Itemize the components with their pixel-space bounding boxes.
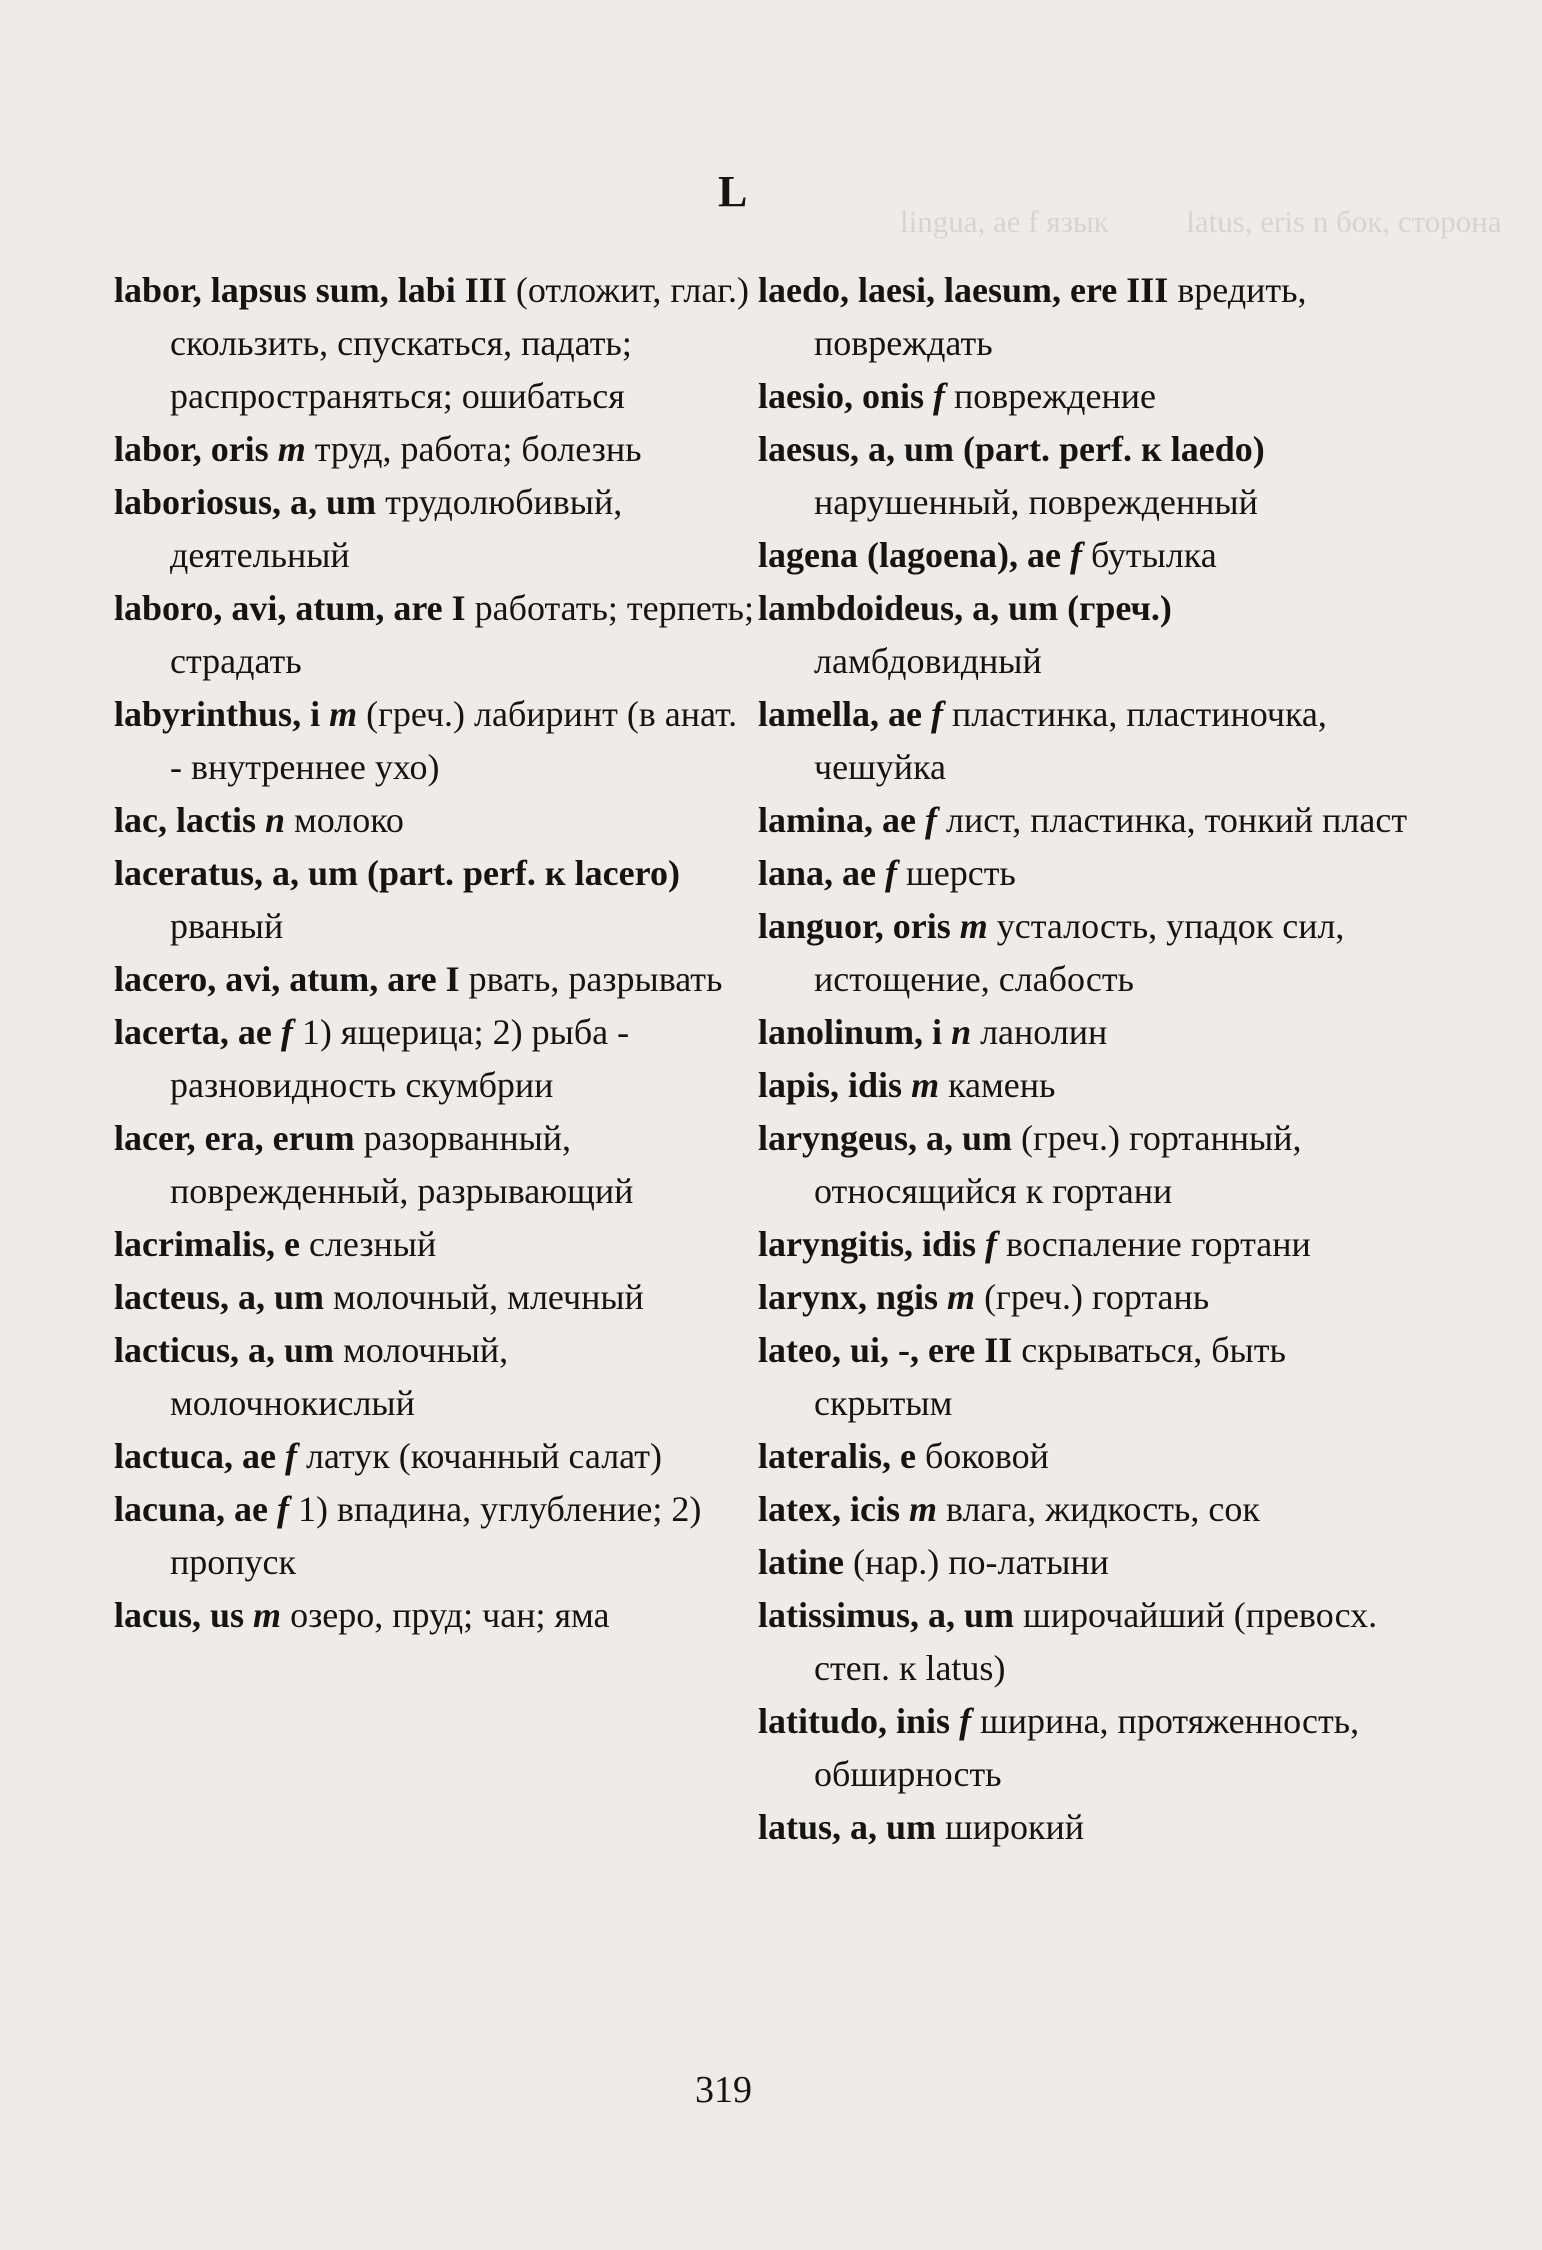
entry-gender: m (959, 906, 988, 946)
entry-gender: f (1069, 535, 1082, 575)
entry-gender: f (284, 1436, 297, 1476)
entry-definition: труд, работа; болезнь (314, 429, 642, 469)
entry-headword: laceratus, a, um (part. perf. к lacero) (114, 853, 680, 893)
entry-definition: рваный (170, 906, 284, 946)
dictionary-entry (114, 1271, 754, 1324)
page-number: 319 (695, 2069, 752, 2111)
entry-definition: боковой (924, 1436, 1049, 1476)
dictionary-entry (758, 1112, 1408, 1218)
entry-definition: (греч.) лабиринт (в анат. - внутреннее ухо) (170, 694, 738, 787)
entry-definition: скрываться, быть скрытым (814, 1330, 1286, 1423)
dictionary-entry (114, 847, 754, 953)
dictionary-entry (758, 1801, 1408, 1854)
entry-headword: lacticus, a, um (114, 1330, 334, 1370)
entry-definition: слезный (308, 1224, 437, 1264)
dictionary-entry (758, 1589, 1408, 1695)
entry-headword: latex, icis (758, 1489, 900, 1529)
entry-headword: laesus, a, um (part. perf. к laedo) (758, 429, 1265, 469)
entry-headword: latissimus, a, um (758, 1595, 1015, 1635)
dictionary-entry (114, 688, 754, 794)
dictionary-entry (758, 370, 1408, 423)
entry-headword: labor, lapsus sum, labi III (114, 270, 507, 310)
entry-definition: 1) ящерица; 2) рыба - разновидность скумбрии (170, 1012, 630, 1105)
dictionary-entry (758, 529, 1408, 582)
dictionary-entry (114, 953, 754, 1006)
bleed-through-texture: lingua, ae f язык latus, eris n бок, сторона (900, 204, 1502, 239)
entry-gender: f (280, 1012, 293, 1052)
entry-gender: n (264, 800, 285, 840)
dictionary-entry (758, 794, 1408, 847)
dictionary-entry (758, 1006, 1408, 1059)
dictionary-entry (758, 900, 1408, 1006)
entry-definition: усталость, упадок сил, истощение, слабость (814, 906, 1345, 999)
entry-headword: lactuca, ae (114, 1436, 276, 1476)
entry-definition: ширина, протяженность, обширность (814, 1701, 1360, 1794)
entry-gender: f (959, 1701, 972, 1741)
entry-definition: разорванный, поврежденный, разрывающий (170, 1118, 634, 1211)
entry-definition: нарушенный, поврежденный (814, 482, 1258, 522)
entry-headword: lacteus, a, um (114, 1277, 324, 1317)
entry-gender: n (951, 1012, 972, 1052)
entry-definition: воспаление гортани (1006, 1224, 1311, 1264)
dictionary-entry (758, 423, 1408, 529)
dictionary-entry (114, 1112, 754, 1218)
entry-headword: lateo, ui, -, ere II (758, 1330, 1013, 1370)
entry-gender: m (908, 1489, 937, 1529)
dictionary-entry (758, 847, 1408, 900)
entry-headword: larynx, ngis (758, 1277, 939, 1317)
dictionary-entry (758, 688, 1408, 794)
entry-headword: labyrinthus, i (114, 694, 321, 734)
dictionary-entry (114, 264, 754, 423)
entry-gender: f (925, 800, 937, 840)
entry-definition: (отложит, глаг.) скользить, спускаться, падать; распространяться; ошибаться (170, 270, 749, 416)
dictionary-entry (758, 1695, 1408, 1801)
entry-gender: f (933, 376, 946, 416)
dictionary-entry (114, 1430, 754, 1483)
entry-headword: laedo, laesi, laesum, ere III (758, 270, 1169, 310)
entry-headword: labor, oris (114, 429, 269, 469)
dictionary-entry (114, 1589, 754, 1642)
dictionary-entry (758, 1271, 1408, 1324)
entry-headword: languor, oris (758, 906, 951, 946)
entry-headword: lamella, ae (758, 694, 922, 734)
entry-headword: lanolinum, i (758, 1012, 943, 1052)
dictionary-entry (758, 1324, 1408, 1430)
entry-definition: молоко (294, 800, 404, 840)
entry-gender: f (277, 1489, 290, 1529)
entry-headword: laesio, onis (758, 376, 925, 416)
entry-gender: m (277, 429, 306, 469)
entry-definition: влага, жидкость, сок (945, 1489, 1260, 1529)
dictionary-entry (114, 1483, 754, 1589)
dictionary-entry (114, 1218, 754, 1271)
entry-headword: lapis, idis (758, 1065, 903, 1105)
entry-gender: f (985, 1224, 998, 1264)
entry-headword: lateralis, e (758, 1436, 916, 1476)
entry-definition: вредить, повреждать (814, 270, 1307, 363)
dictionary-entry (758, 582, 1408, 688)
entry-headword: lac, lactis (114, 800, 256, 840)
dictionary-entry (758, 264, 1408, 370)
entry-definition: широчайший (превосх. степ. к latus) (814, 1595, 1378, 1688)
entry-definition: ламбдовидный (814, 641, 1042, 681)
entry-definition: 1) впадина, углубление; 2) пропуск (170, 1489, 702, 1582)
entry-definition: широкий (945, 1807, 1085, 1847)
entry-headword: lambdoideus, a, um (греч.) (758, 588, 1172, 628)
entry-gender: f (930, 694, 943, 734)
entry-gender: f (885, 853, 898, 893)
entry-headword: lacerta, ae (114, 1012, 272, 1052)
entry-definition: молочный, молочнокислый (170, 1330, 509, 1423)
entry-definition: работать; терпеть; страдать (170, 588, 754, 681)
entry-headword: latitudo, inis (758, 1701, 951, 1741)
entry-definition: (греч.) гортань (984, 1277, 1210, 1317)
entry-definition: камень (948, 1065, 1056, 1105)
entry-definition: латук (кочанный салат) (305, 1436, 662, 1476)
entry-headword: lamina, ae (758, 800, 916, 840)
entry-definition: молочный, млечный (333, 1277, 644, 1317)
left-column (114, 264, 754, 1642)
entry-headword: lagena (lagoena), ae (758, 535, 1061, 575)
entry-headword: lacrimalis, e (114, 1224, 300, 1264)
entry-headword: lana, ae (758, 853, 877, 893)
dictionary-entry (114, 794, 754, 847)
entry-headword: laryngitis, idis (758, 1224, 977, 1264)
entry-gender: m (947, 1277, 976, 1317)
dictionary-entry (758, 1536, 1408, 1589)
right-column (758, 264, 1408, 1854)
entry-headword: latine (758, 1542, 844, 1582)
entry-headword: latus, a, um (758, 1807, 937, 1847)
entry-gender: m (253, 1595, 282, 1635)
entry-definition: пластинка, пластиночка, чешуйка (814, 694, 1327, 787)
dictionary-entry (114, 1006, 754, 1112)
section-letter: L (718, 167, 748, 216)
entry-definition: (греч.) гортанный, относящийся к гортани (814, 1118, 1302, 1211)
entry-definition: рвать, разрывать (468, 959, 723, 999)
entry-headword: lacus, us (114, 1595, 245, 1635)
entry-definition: озеро, пруд; чан; яма (290, 1595, 610, 1635)
dictionary-entry (114, 1324, 754, 1430)
entry-definition: повреждение (954, 376, 1156, 416)
entry-headword: laryngeus, a, um (758, 1118, 1013, 1158)
dictionary-entry (758, 1059, 1408, 1112)
entry-headword: lacuna, ae (114, 1489, 269, 1529)
dictionary-entry (758, 1218, 1408, 1271)
entry-definition: трудолюбивый, деятельный (170, 482, 623, 575)
entry-gender: m (329, 694, 358, 734)
dictionary-entry (758, 1483, 1408, 1536)
entry-definition: шерсть (906, 853, 1016, 893)
entry-headword: lacero, avi, atum, are I (114, 959, 460, 999)
entry-headword: laboriosus, a, um (114, 482, 377, 522)
entry-definition: лист, пластинка, тонкий пласт (946, 800, 1408, 840)
entry-headword: laboro, avi, atum, are I (114, 588, 466, 628)
entry-definition: (нар.) по-латыни (853, 1542, 1109, 1582)
dictionary-entry (758, 1430, 1408, 1483)
dictionary-entry (114, 582, 754, 688)
entry-definition: ланолин (980, 1012, 1108, 1052)
dictionary-entry (114, 423, 754, 476)
entry-headword: lacer, era, erum (114, 1118, 355, 1158)
dictionary-entry (114, 476, 754, 582)
entry-gender: m (911, 1065, 940, 1105)
entry-definition: бутылка (1090, 535, 1217, 575)
